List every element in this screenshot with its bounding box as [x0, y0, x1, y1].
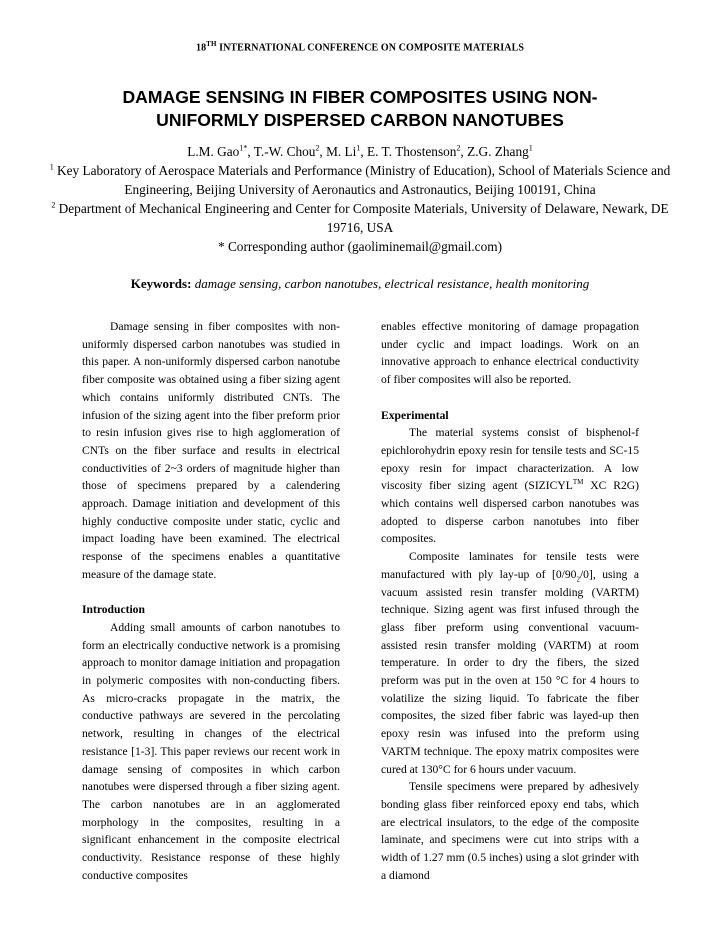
conference-header: 18TH INTERNATIONAL CONFERENCE ON COMPOSITE MATERIALS	[195, 40, 525, 54]
affiliation-1: $^1$ Key Laboratory of Aerospace Materials and Performance (Ministry of Education), School of Materials Science and Engineering, Beijing University of Aeronautics and Astronautics, Beijing 100191, China	[49, 162, 671, 197]
experimental-paragraph-2: Composite laminates for tensile tests were manufactured with ply lay-up of $[0/90_2/0]$, using a vacuum assisted resin transfer molding (VARTM) technique. Sizing agent was first infused through the glass fiber preform using conventional vacuum-assisted resin transfer molding (VARTM) at room temperature. In order to dry the fibers, the sized preform was put in the oven at 150 °C for 4 hours to volatilize the sizing liquid. To fabricate the fiber composites, the sized fiber fabric was layed-up then epoxy resin was infused into the preform using VARTM technique. The epoxy matrix composites were cured at 130°C for 6 hours under vacuum.	[381, 550, 639, 776]
left-column	[82, 318, 340, 884]
paper-title: DAMAGE SENSING IN FIBER COMPOSITES USING NON-UNIFORMLY DISPERSED CARBON NANOTUBES	[122, 87, 598, 130]
experimental-paragraph-3: Tensile specimens were prepared by adhesively bonding glass fiber reinforced epoxy end tabs, which are electrical insulators, to the edge of the composite laminate, and specimens were cut into strips with a width of 1.27 mm (0.5 inches) using a slot grinder with a diamond	[381, 780, 639, 882]
experimental-heading: Experimental	[381, 408, 449, 422]
author-list: L.M. Gao$^{1*}$, T.-W. Chou$^2$, M. Li$^1$, E. T. Thostenson$^2$, Z.G. Zhang$^1$	[187, 143, 533, 159]
abstract-paragraph: Damage sensing in fiber composites with non-uniformly dispersed carbon nanotubes was studied in this paper. A non-uniformly dispersed carbon nanotube fiber composite was obtained using a fiber sizing agent which contains uniformly distributed CNTs. The infusion of the sizing agent into the fiber preform prior to resin infusion gives rise to high agglomeration of CNTs on the fiber surface and results in electrical conductivities of 2~3 orders of magnitude higher than those of specimens prepared by a calendering approach. Damage initiation and development of this highly conductive composite under static, cyclic and impact loading have been examined. The electrical response of the specimens enables a quantitative measure of the damage state.	[82, 320, 340, 581]
right-column	[381, 318, 639, 884]
keywords-line: Keywords: damage sensing, carbon nanotubes, electrical resistance, health monitoring	[130, 276, 590, 291]
introduction-heading: Introduction	[82, 603, 145, 617]
experimental-paragraph-1: The material systems consist of bisphenol-f epichlorohydrin epoxy resin for tensile tests and SC-15 epoxy resin for impact characterization. A low viscosity fiber sizing agent (SIZICYL™ XC R2G) which contains well dispersed carbon nanotubes was adopted to disperse carbon nanotubes into fiber composites.	[381, 426, 639, 546]
affiliation-2: $^2$ Department of Mechanical Engineering and Center for Composite Materials, University of Delaware, Newark, DE 19716, USA	[51, 200, 669, 235]
introduction-paragraph: Adding small amounts of carbon nanotubes to form an electrically conductive network is a promising approach to monitor damage initiation and propagation in polymeric composites with non-conducting fibers. As micro-cracks propagate in the matrix, the conductive pathways are severed in the percolating network, resulting in changes of the electrical resistance [1-3]. This paper reviews our recent work in damage sensing of composites in which carbon nanotubes were dispersed through a fiber sizing agent. The carbon nanotubes are in an agglomerated morphology in the composites, resulting in a significant enhancement in the composite electrical conductivity. Resistance response of these highly conductive composites	[82, 620, 340, 882]
corresponding-author: * Corresponding author (gaoliminemail@gmail.com)	[217, 239, 503, 254]
introduction-continuation: enables effective monitoring of damage propagation under cyclic and impact loadings. Work on an innovative approach to enhance electrical conductivity of fiber composites will also be reported.	[381, 320, 639, 387]
author-block	[40, 142, 680, 256]
